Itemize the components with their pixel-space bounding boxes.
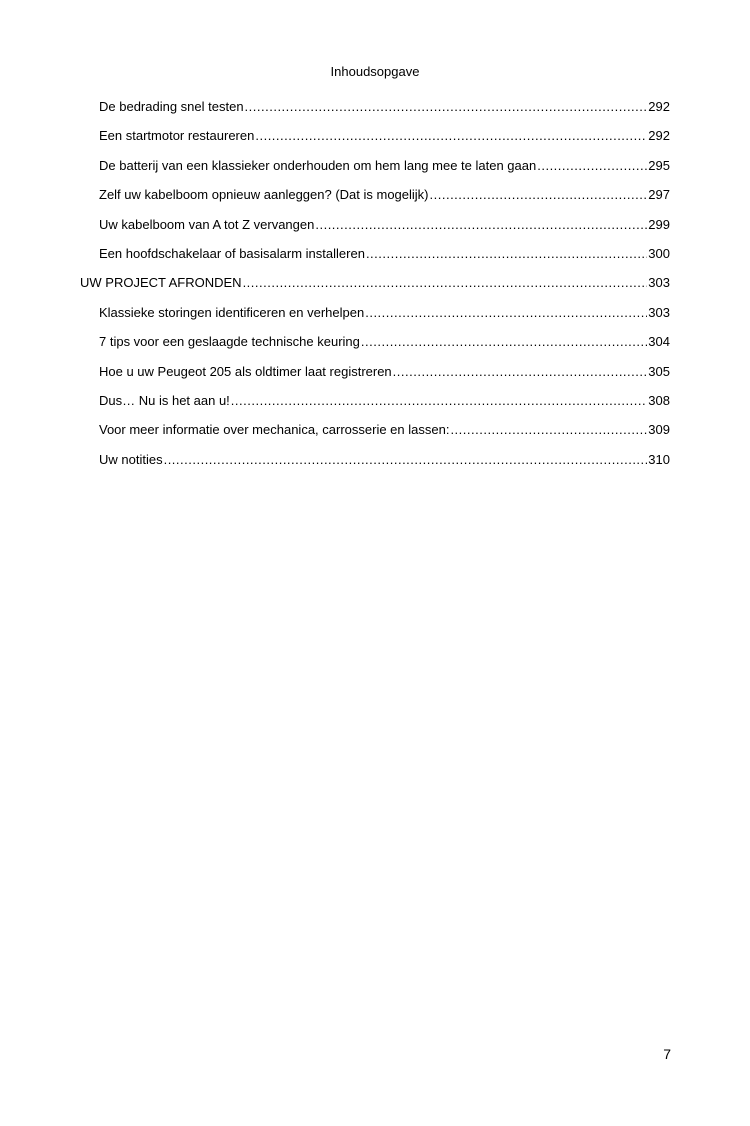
page-number: 7 — [663, 1046, 671, 1062]
toc-entry-label: Zelf uw kabelboom opnieuw aanleggen? (Dat is mogelijk) — [99, 187, 429, 203]
toc-entry-page: 305 — [648, 363, 670, 379]
toc-entry-label: 7 tips voor een geslaagde technische keuring — [99, 334, 360, 350]
toc-dot-leader — [393, 363, 648, 381]
toc-section-heading[interactable] — [80, 274, 670, 303]
toc-entry-page: 304 — [648, 334, 670, 350]
toc-entry[interactable] — [80, 186, 670, 215]
table-of-contents — [80, 98, 670, 480]
toc-entry-label: De batterij van een klassieker onderhouden om hem lang mee te laten gaan — [99, 157, 537, 173]
toc-entry[interactable] — [80, 98, 670, 127]
toc-dot-leader — [430, 186, 648, 204]
toc-dot-leader — [164, 451, 648, 469]
toc-entry-page: 292 — [648, 128, 670, 144]
toc-entry-label: Klassieke storingen identificeren en verhelpen — [99, 304, 365, 320]
toc-dot-leader — [231, 392, 648, 410]
page-title: Inhoudsopgave — [330, 64, 420, 79]
toc-entry-page: 303 — [648, 275, 670, 291]
toc-entry[interactable] — [80, 421, 670, 450]
toc-entry[interactable] — [80, 363, 670, 392]
toc-entry-label: Uw notities — [99, 451, 163, 467]
toc-entry-label: De bedrading snel testen — [99, 99, 244, 114]
toc-entry[interactable] — [80, 127, 670, 156]
toc-entry-page: 309 — [648, 422, 670, 438]
toc-entry[interactable] — [80, 304, 670, 333]
toc-dot-leader — [366, 245, 647, 263]
toc-entry[interactable] — [80, 216, 670, 245]
toc-entry-label: Een startmotor restaureren — [99, 128, 255, 144]
toc-dot-leader — [245, 98, 648, 116]
toc-entry[interactable] — [80, 392, 670, 421]
toc-entry-page: 299 — [648, 216, 670, 232]
toc-entry-label: UW PROJECT AFRONDEN — [80, 275, 242, 291]
toc-entry[interactable] — [80, 451, 670, 480]
toc-entry-label: Een hoofdschakelaar of basisalarm installeren — [99, 245, 365, 261]
toc-entry-page: 303 — [648, 304, 670, 320]
toc-entry[interactable] — [80, 245, 670, 274]
toc-entry[interactable] — [80, 333, 670, 362]
toc-entry-page: 310 — [648, 451, 670, 467]
toc-entry-page: 295 — [648, 157, 670, 173]
toc-entry-label: Hoe u uw Peugeot 205 als oldtimer laat registreren — [99, 363, 392, 379]
toc-dot-leader — [255, 127, 647, 145]
toc-entry-page: 292 — [648, 99, 670, 114]
toc-entry-label: Uw kabelboom van A tot Z vervangen — [99, 216, 315, 232]
toc-entry-label: Voor meer informatie over mechanica, carrosserie en lassen: — [99, 422, 450, 438]
toc-dot-leader — [243, 274, 648, 292]
toc-dot-leader — [315, 216, 647, 234]
toc-entry-label: Dus… Nu is het aan u! — [99, 392, 230, 408]
toc-entry-page: 300 — [648, 245, 670, 261]
toc-entry[interactable] — [80, 157, 670, 186]
toc-dot-leader — [537, 157, 647, 175]
toc-dot-leader — [361, 333, 647, 351]
toc-dot-leader — [365, 304, 647, 322]
toc-dot-leader — [450, 421, 647, 439]
toc-entry-page: 308 — [648, 392, 670, 408]
toc-entry-page: 297 — [648, 187, 670, 203]
